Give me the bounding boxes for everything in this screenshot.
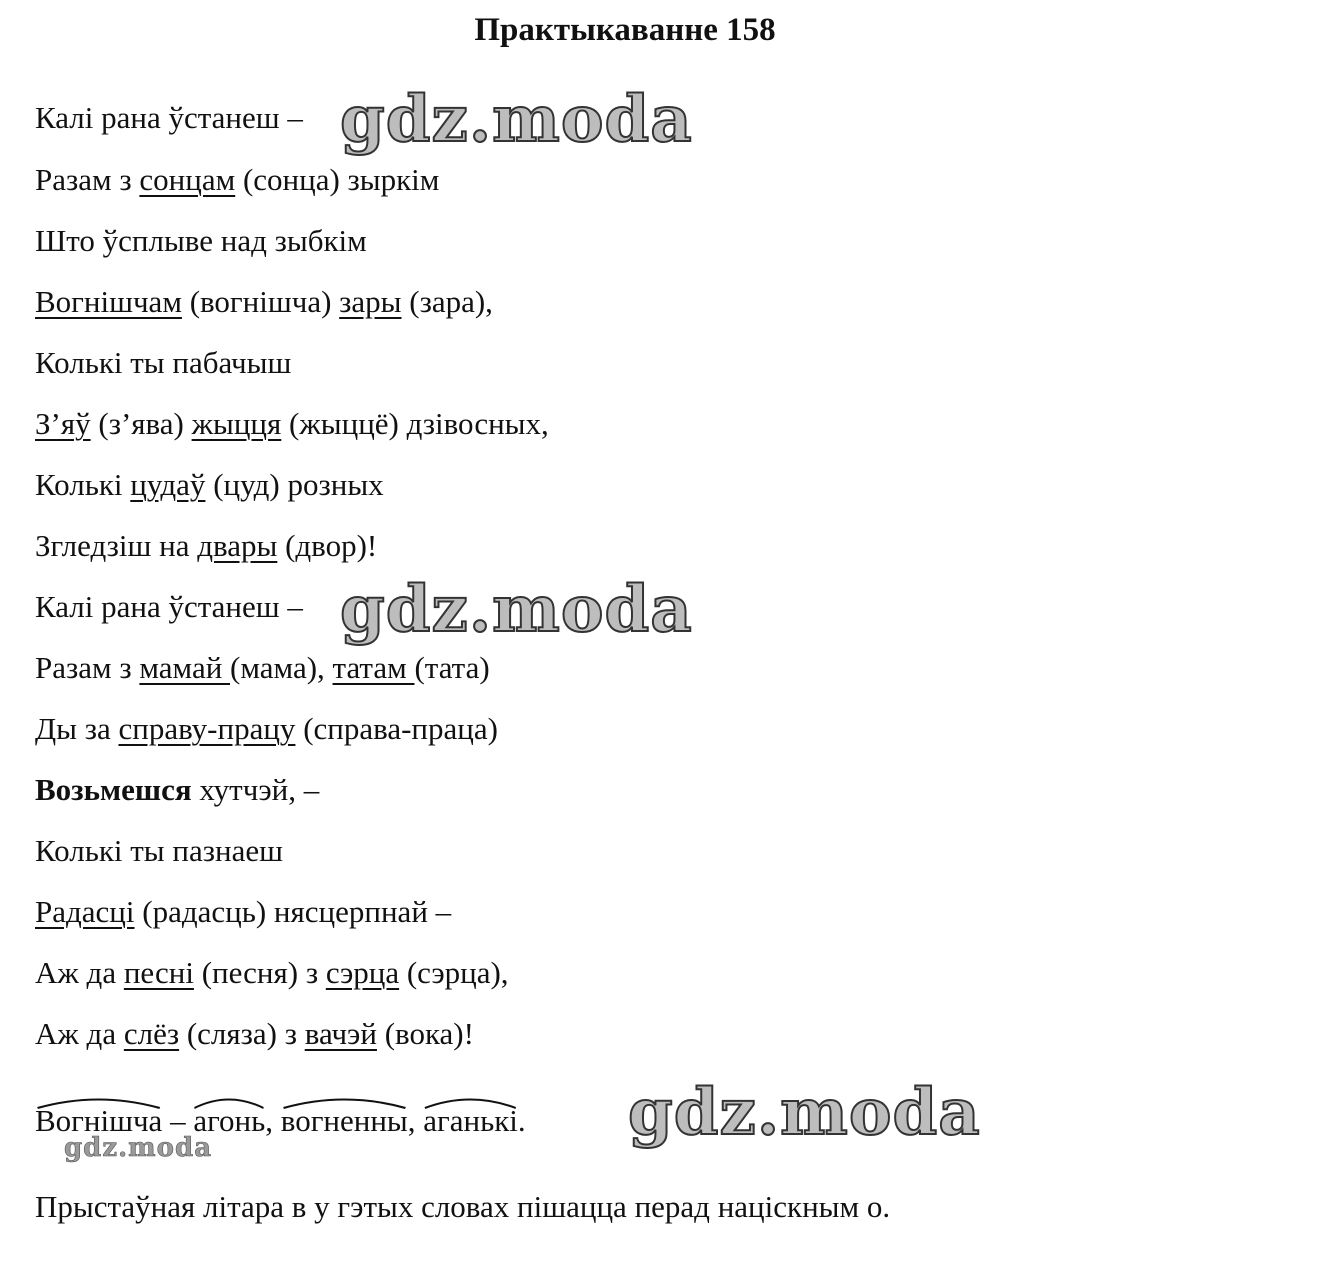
text: хутчэй, – bbox=[191, 772, 320, 807]
underlined-word: Вогнішчам bbox=[35, 284, 182, 319]
underlined-word: песні bbox=[123, 955, 194, 990]
underlined-word: татам bbox=[332, 650, 415, 685]
text: Калі рана ўстанеш – bbox=[35, 589, 303, 624]
poem-line-11 bbox=[35, 711, 498, 747]
text: (з’ява) bbox=[90, 406, 192, 441]
text: Разам з bbox=[35, 162, 140, 197]
text: Колькі ты пазнаеш bbox=[35, 833, 283, 868]
text: (сэрца), bbox=[399, 955, 509, 990]
poem-line-16 bbox=[35, 1016, 474, 1052]
text: Згледзіш на bbox=[35, 528, 198, 563]
poem-line-4 bbox=[35, 284, 493, 320]
separator: . bbox=[517, 1103, 526, 1138]
text: (зара), bbox=[401, 284, 493, 319]
root-word-text: аганькі bbox=[423, 1103, 518, 1138]
root-arc-icon bbox=[281, 1095, 408, 1109]
poem-line-7 bbox=[35, 467, 384, 503]
poem-line-8 bbox=[35, 528, 377, 564]
underlined-word: двары bbox=[197, 528, 278, 563]
watermark-logo-small: gdz.moda bbox=[64, 1133, 213, 1163]
poem-line-9 bbox=[35, 589, 303, 625]
page-title: Практыкаванне 158 bbox=[474, 12, 776, 48]
rule-text: Прыстаўная літара в у гэтых словах пішацца перад націскным о. bbox=[35, 1189, 891, 1224]
underlined-word: жыцця bbox=[191, 406, 282, 441]
separator: , bbox=[265, 1103, 281, 1138]
underlined-word: З’яў bbox=[35, 406, 91, 441]
poem-line-12 bbox=[35, 772, 319, 808]
text: Ды за bbox=[35, 711, 119, 746]
text: (радасць) нясцерпнай – bbox=[134, 894, 452, 929]
poem-line-13 bbox=[35, 833, 283, 869]
underlined-word: сэрца bbox=[325, 955, 400, 990]
text: Што ўсплыве над зыбкім bbox=[35, 223, 367, 258]
text: (жыццё) дзівосных, bbox=[281, 406, 549, 441]
separator: , bbox=[407, 1103, 424, 1138]
text: (тата) bbox=[414, 650, 490, 685]
poem-line-6 bbox=[35, 406, 549, 442]
watermark-logo: gdz.moda bbox=[340, 572, 693, 647]
root-arc-icon bbox=[423, 1095, 518, 1109]
root-word bbox=[423, 1103, 518, 1138]
text: (справа-праца) bbox=[295, 711, 498, 746]
underlined-word: вачэй bbox=[304, 1016, 377, 1051]
text: Аж да bbox=[35, 1016, 124, 1051]
poem-line-5 bbox=[35, 345, 291, 381]
text: (вогнішча) bbox=[181, 284, 340, 319]
root-arc-icon bbox=[35, 1095, 162, 1109]
underlined-word: мамай bbox=[139, 650, 231, 685]
root-word-text: агонь bbox=[193, 1103, 266, 1138]
watermark-logo: gdz.moda bbox=[628, 1075, 981, 1150]
text: Разам з bbox=[35, 650, 140, 685]
root-arc-icon bbox=[193, 1095, 265, 1109]
text: (вока)! bbox=[376, 1016, 474, 1051]
poem-line-15 bbox=[35, 955, 509, 991]
root-word-text: Вогнішча bbox=[35, 1103, 163, 1138]
root-word-text: вогненны bbox=[280, 1103, 408, 1138]
text: (двор)! bbox=[277, 528, 378, 563]
poem-line-10 bbox=[35, 650, 490, 686]
text: (песня) з bbox=[193, 955, 326, 990]
underlined-word: слёз bbox=[123, 1016, 180, 1051]
text: (мама), bbox=[230, 650, 333, 685]
text: Колькі ты пабачыш bbox=[35, 345, 292, 380]
separator: – bbox=[162, 1103, 194, 1138]
poem-line-3 bbox=[35, 223, 367, 259]
text: Калі рана ўстанеш – bbox=[35, 100, 303, 135]
underlined-word: зары bbox=[339, 284, 402, 319]
poem-line-14 bbox=[35, 894, 451, 930]
text: Аж да bbox=[35, 955, 124, 990]
text: (цуд) розных bbox=[205, 467, 384, 502]
text: Колькі bbox=[35, 467, 131, 502]
text: (сонца) зыркім bbox=[235, 162, 440, 197]
watermark-logo: gdz.moda bbox=[340, 82, 693, 157]
poem-line-1 bbox=[35, 100, 303, 136]
text: (сляза) з bbox=[179, 1016, 305, 1051]
underlined-word: Радасці bbox=[35, 894, 135, 929]
underlined-word: сонцам bbox=[139, 162, 236, 197]
poem-line-2 bbox=[35, 162, 439, 198]
root-word bbox=[281, 1103, 408, 1138]
underlined-word: справу-працу bbox=[118, 711, 296, 746]
underlined-word: цудаў bbox=[130, 467, 206, 502]
bold-word: Возьмешся bbox=[35, 772, 192, 807]
